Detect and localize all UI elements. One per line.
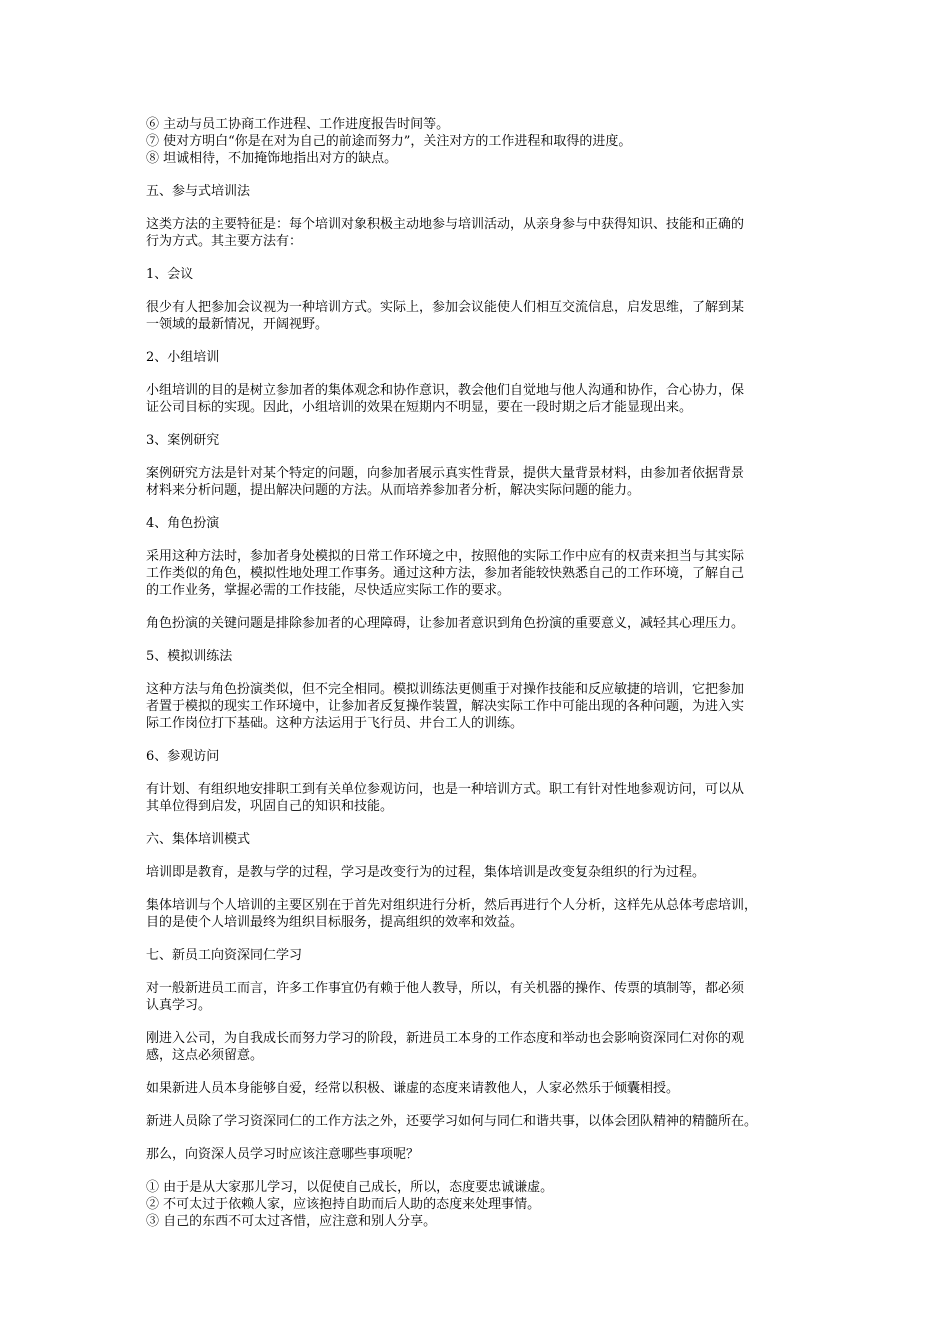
paragraph-line: 目的是使个人培训最终为组织目标服务，提高组织的效率和效益。 [146,915,524,930]
paragraph [146,615,816,632]
paragraph-line: 感，这点必须留意。 [146,1048,264,1063]
list-block [146,116,816,167]
paragraph [146,681,816,732]
paragraph-line: 小组培训的目的是树立参加者的集体观念和协作意识，教会他们自觉地与他人沟通和协作，合心协力，保 [146,383,745,398]
paragraph-line: 新进人员除了学习资深同仁的工作方法之外，还要学习如何与同仁和谐共事，以体会团队精神的精髓所在。 [146,1114,758,1129]
section-heading: 2、小组培训 [146,350,220,365]
paragraph-line: 其单位得到启发，巩固自己的知识和技能。 [146,799,394,814]
paragraph-line: 工作类似的角色，模拟性地处理工作事务。通过这种方法，参加者能较快熟悉自己的工作环境，了解自己 [146,566,745,581]
list-item: ⑧ 坦诚相待，不加掩饰地指出对方的缺点。 [146,151,398,166]
paragraph-line: 这种方法与角色扮演类似，但不完全相同。模拟训练法更侧重于对操作技能和反应敏捷的培训，它把参加 [146,682,745,697]
list-item: ⑥ 主动与员工协商工作进程、工作进度报告时间等。 [146,117,450,132]
paragraph-line: 材料来分析问题，提出解决问题的方法。从而培养参加者分析，解决实际问题的能力。 [146,483,641,498]
paragraph-line: 的工作业务，掌握必需的工作技能，尽快适应实际工作的要求。 [146,583,511,598]
paragraph-line: 者置于模拟的现实工作环境中，让参加者反复操作装置，解决实际工作中可能出现的各种问题，为进入实 [146,699,745,714]
paragraph [146,1080,816,1097]
paragraph-line: 行为方式。其主要方法有： [146,234,303,249]
paragraph-line: 采用这种方法时，参加者身处模拟的日常工作环境之中，按照他的实际工作中应有的权责来担当与其实际 [146,549,745,564]
section-heading: 五、参与式培训法 [146,184,251,199]
paragraph-line: 角色扮演的关键问题是排除参加者的心理障碍，让参加者意识到角色扮演的重要意义，减轻其心理压力。 [146,616,745,631]
list-block [146,1179,816,1230]
paragraph [146,465,816,499]
paragraph-line: 培训即是教育，是教与学的过程，学习是改变行为的过程，集体培训是改变复杂组织的行为过程。 [146,865,706,880]
paragraph-line: 有计划、有组织地安排职工到有关单位参观访问，也是一种培训方式。职工有针对性地参观访问，可以从 [146,782,745,797]
paragraph [146,1146,816,1163]
paragraph-line: 证公司目标的实现。因此，小组培训的效果在短期内不明显，要在一段时期之后才能显现出来。 [146,400,693,415]
paragraph [146,1030,816,1064]
paragraph [146,216,816,250]
paragraph [146,980,816,1014]
paragraph-line: 刚进入公司，为自我成长而努力学习的阶段，新进员工本身的工作态度和举动也会影响资深同仁对你的观 [146,1031,745,1046]
document-body [146,116,816,1246]
section-heading: 5、模拟训练法 [146,649,233,664]
section-heading: 六、集体培训模式 [146,832,251,847]
paragraph [146,548,816,599]
list-item: ① 由于是从大家那儿学习，以促使自己成长，所以，态度要忠诚谦虚。 [146,1180,554,1195]
section-heading: 4、角色扮演 [146,516,220,531]
section-heading: 七、新员工向资深同仁学习 [146,948,303,963]
paragraph-line: 那么，向资深人员学习时应该注意哪些事项呢？ [146,1147,420,1162]
paragraph-line: 际工作岗位打下基础。这种方法运用于飞行员、井台工人的训练。 [146,716,524,731]
paragraph-line: 这类方法的主要特征是：每个培训对象积极主动地参与培训活动，从亲身参与中获得知识、技能和正确的 [146,217,745,232]
paragraph-line: 认真学习。 [146,998,212,1013]
paragraph [146,1113,816,1130]
paragraph [146,382,816,416]
paragraph [146,864,816,881]
paragraph [146,781,816,815]
section-heading: 3、案例研究 [146,433,220,448]
paragraph [146,897,816,931]
paragraph-line: 对一般新进员工而言，许多工作事宜仍有赖于他人教导，所以，有关机器的操作、传票的填制等，都必须 [146,981,745,996]
paragraph-line: 案例研究方法是针对某个特定的问题，向参加者展示真实性背景，提供大量背景材料，由参加者依据背景 [146,466,745,481]
paragraph [146,299,816,333]
paragraph-line: 集体培训与个人培训的主要区别在于首先对组织进行分析，然后再进行个人分析，这样先从总体考虑培训， [146,898,758,913]
section-heading: 1、会议 [146,267,194,282]
paragraph-line: 一领域的最新情况，开阔视野。 [146,317,329,332]
list-item: ⑦ 使对方明白“你是在对为自己的前途而努力”，关注对方的工作进程和取得的进度。 [146,134,632,149]
paragraph-line: 如果新进人员本身能够自爱，经常以积极、谦虚的态度来请教他人，人家必然乐于倾囊相授。 [146,1081,680,1096]
list-item: ② 不可太过于依赖人家，应该抱持自助而后人助的态度来处理事情。 [146,1197,541,1212]
list-item: ③ 自己的东西不可太过吝惜，应注意和别人分享。 [146,1214,437,1229]
section-heading: 6、参观访问 [146,749,220,764]
paragraph-line: 很少有人把参加会议视为一种培训方式。实际上，参加会议能使人们相互交流信息，启发思维，了解到某 [146,300,745,315]
